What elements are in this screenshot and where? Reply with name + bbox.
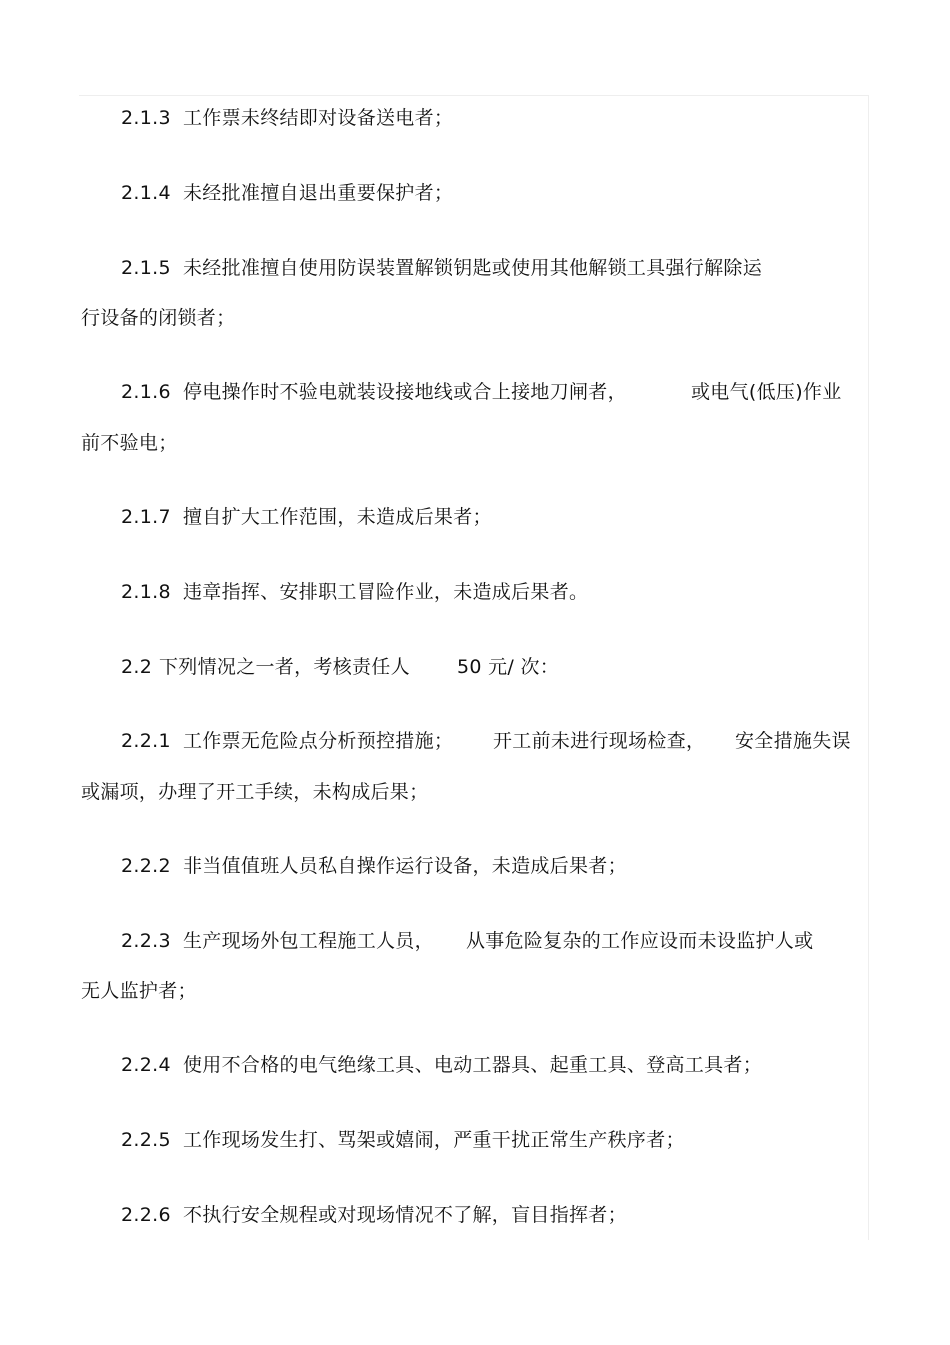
clause-number: 2.2.4 [121,1054,171,1076]
clause-number: 2.1.8 [121,581,171,603]
clause-2-1-6-continuation [81,432,178,454]
clause-2-2-3 [121,930,434,952]
clause-2-2-1-part3 [735,730,851,752]
clause-2-1-5-continuation [81,307,235,329]
clause-2-2-1-continuation [81,781,428,803]
clause-text: 违章指挥、安排职工冒险作业，未造成后果者。 [183,581,589,603]
clause-2-2 [121,656,410,678]
clause-number: 2.2.5 [121,1129,171,1151]
clause-text: 工作现场发生打、骂架或嬉闹，严重干扰正常生产秩序者； [183,1129,685,1151]
clause-text: 或漏项，办理了开工手续，未构成后果； [81,781,429,803]
clause-text: 使用不合格的电气绝缘工具、电动工器具、起重工具、登高工具者； [183,1054,763,1076]
clause-text: 不执行安全规程或对现场情况不了解，盲目指挥者； [183,1204,627,1226]
clause-number: 2.1.7 [121,506,171,528]
clause-text: 或电气(低压)作业 [691,381,842,403]
clause-text: 从事危险复杂的工作应设而未设监护人或 [466,930,814,952]
clause-text: 非当值值班人员私自操作运行设备，未造成后果者； [183,855,627,877]
clause-2-1-7 [121,506,492,528]
clause-2-1-6-part2 [691,381,842,403]
clause-2-2-2 [121,855,627,877]
clause-2-1-4 [121,182,453,204]
clause-number: 2.1.5 [121,257,171,279]
clause-number: 2.2 [121,656,153,678]
clause-text: 下列情况之一者，考核责任人 [159,656,410,678]
clause-text: 无人监护者； [81,980,197,1002]
clause-2-2-6 [121,1204,627,1226]
clause-text: 未经批准擅自退出重要保护者； [183,182,454,204]
clause-number: 2.2.6 [121,1204,171,1226]
clause-text: 工作票无危险点分析预控措施； [183,730,454,752]
clause-number: 2.1.6 [121,381,171,403]
clause-2-2-5 [121,1129,685,1151]
clause-2-2-3-continuation [81,980,197,1002]
clause-2-1-8 [121,581,588,603]
clause-number: 2.2.2 [121,855,171,877]
clause-text: 生产现场外包工程施工人员， [183,930,434,952]
clause-text: 50 元/ 次： [457,656,560,678]
clause-2-2-1 [121,730,453,752]
clause-text: 前不验电； [81,432,178,454]
clause-2-1-3 [121,107,453,129]
clause-2-2-4 [121,1054,762,1076]
clause-number: 2.1.3 [121,107,171,129]
clause-number: 2.2.1 [121,730,171,752]
clause-text: 未经批准擅自使用防误装置解锁钥匙或使用其他解锁工具强行解除运 [183,257,763,279]
clause-number: 2.2.3 [121,930,171,952]
clause-2-1-5 [121,257,762,279]
clause-text: 行设备的闭锁者； [81,307,236,329]
clause-text: 开工前未进行现场检查， [493,730,706,752]
clause-text: 安全措施失误 [735,730,851,752]
clause-text: 停电操作时不验电就装设接地线或合上接地刀闸者， [183,381,627,403]
clause-text: 擅自扩大工作范围，未造成后果者； [183,506,492,528]
clause-2-2-3-part2 [466,930,813,952]
clause-2-1-6 [121,381,627,403]
clause-2-2-1-part2 [493,730,705,752]
clause-2-2-amount [457,656,559,678]
clause-number: 2.1.4 [121,182,171,204]
clause-text: 工作票未终结即对设备送电者； [183,107,454,129]
